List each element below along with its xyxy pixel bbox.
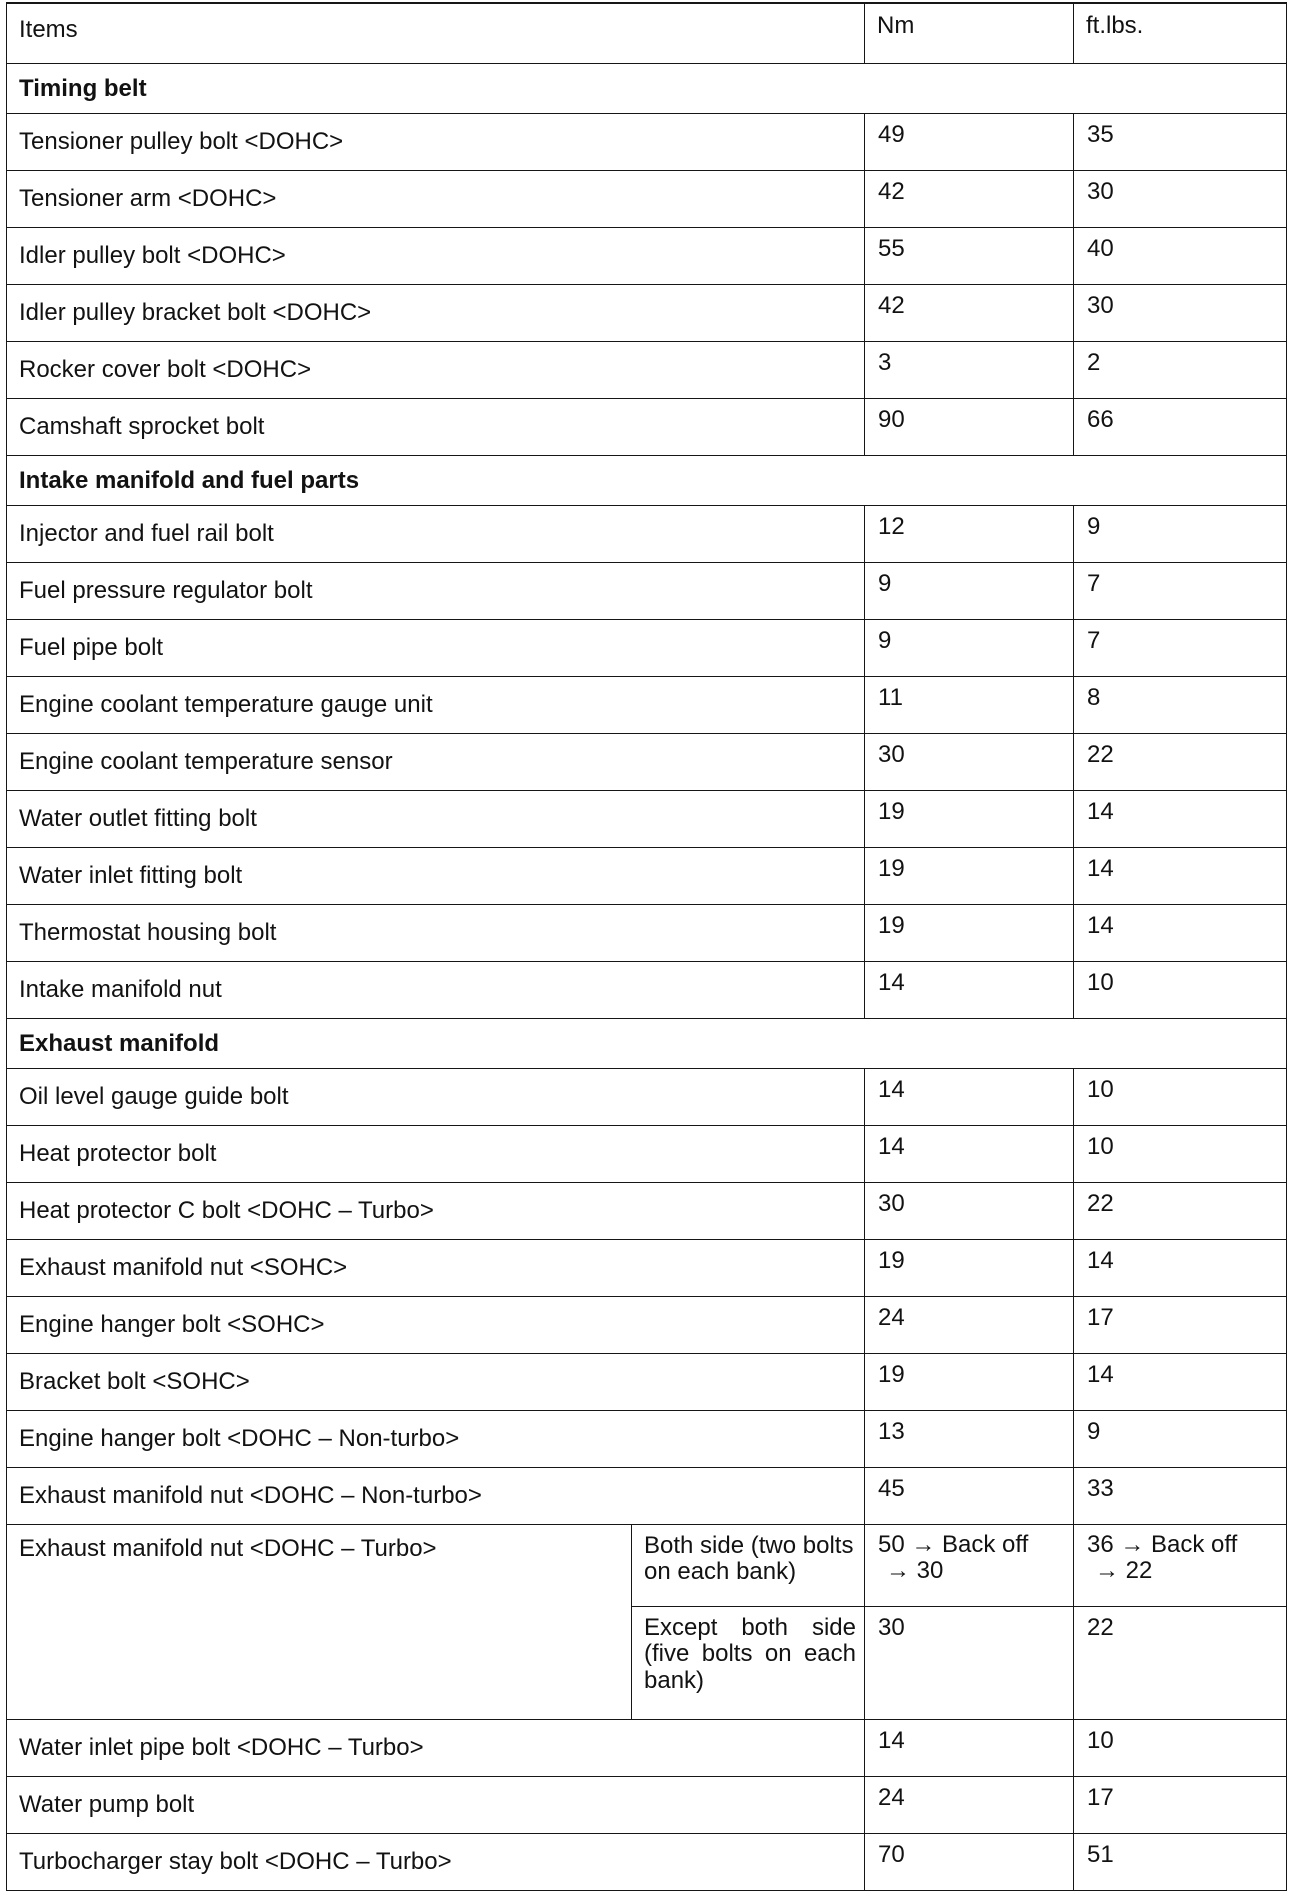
torque-ftlbs: 9 <box>1074 506 1287 563</box>
condition-cell: Except both side (five bolts on each bank) <box>632 1607 865 1720</box>
torque-nm: 9 <box>865 620 1074 677</box>
torque-nm: 13 <box>865 1411 1074 1468</box>
column-header-nm: Nm <box>865 3 1074 64</box>
torque-ftlbs: 2 <box>1074 342 1287 399</box>
torque-ftlbs: 30 <box>1074 171 1287 228</box>
section-header-row <box>7 64 1287 114</box>
table-row <box>7 114 1287 171</box>
table-row <box>7 1468 1287 1525</box>
section-title: Timing belt <box>7 64 1287 114</box>
item-name: Engine hanger bolt <DOHC – Non-turbo> <box>7 1411 865 1468</box>
section-header-row <box>7 456 1287 506</box>
torque-ftlbs: 7 <box>1074 563 1287 620</box>
torque-nm: 12 <box>865 506 1074 563</box>
torque-ftlbs: 51 <box>1074 1834 1287 1891</box>
item-name: Water outlet fitting bolt <box>7 791 865 848</box>
torque-nm: 14 <box>865 1126 1074 1183</box>
item-name: Tensioner arm <DOHC> <box>7 171 865 228</box>
item-name: Engine coolant temperature gauge unit <box>7 677 865 734</box>
torque-ftlbs: 14 <box>1074 848 1287 905</box>
table-row <box>7 905 1287 962</box>
torque-nm: 49 <box>865 114 1074 171</box>
item-name: Intake manifold nut <box>7 962 865 1019</box>
torque-nm-line: 50 → Back off <box>878 1531 1029 1558</box>
torque-nm: 19 <box>865 791 1074 848</box>
torque-ftlbs: 22 <box>1074 734 1287 791</box>
item-name: Water pump bolt <box>7 1777 865 1834</box>
table-row <box>7 1777 1287 1834</box>
table-row <box>7 1834 1287 1891</box>
torque-spec-table <box>6 2 1287 1891</box>
table-row <box>7 1069 1287 1126</box>
table-row <box>7 563 1287 620</box>
table-row <box>7 1411 1287 1468</box>
torque-nm: 14 <box>865 962 1074 1019</box>
item-name: Heat protector bolt <box>7 1126 865 1183</box>
table-row <box>7 1720 1287 1777</box>
section-header-row <box>7 1019 1287 1069</box>
item-name: Engine coolant temperature sensor <box>7 734 865 791</box>
torque-ftlbs: 7 <box>1074 620 1287 677</box>
item-name: Exhaust manifold nut <SOHC> <box>7 1240 865 1297</box>
table-row <box>7 171 1287 228</box>
torque-ftlbs: 22 <box>1074 1607 1287 1720</box>
section-title: Intake manifold and fuel parts <box>7 456 1287 506</box>
table-row <box>7 1126 1287 1183</box>
torque-ftlbs: 14 <box>1074 905 1287 962</box>
torque-nm: 30 <box>865 1607 1074 1720</box>
torque-ftlbs <box>1074 1525 1287 1607</box>
torque-ftlbs-line: → 22 <box>1095 1557 1153 1585</box>
item-name: Idler pulley bolt <DOHC> <box>7 228 865 285</box>
torque-nm <box>865 1525 1074 1607</box>
item-name: Water inlet fitting bolt <box>7 848 865 905</box>
table-row <box>7 734 1287 791</box>
torque-ftlbs: 14 <box>1074 1240 1287 1297</box>
item-name: Thermostat housing bolt <box>7 905 865 962</box>
torque-nm: 70 <box>865 1834 1074 1891</box>
item-name: Rocker cover bolt <DOHC> <box>7 342 865 399</box>
item-name: Exhaust manifold nut <DOHC – Non-turbo> <box>7 1468 865 1525</box>
section-title: Exhaust manifold <box>7 1019 1287 1069</box>
item-name: Tensioner pulley bolt <DOHC> <box>7 114 865 171</box>
torque-ftlbs: 14 <box>1074 1354 1287 1411</box>
item-name: Fuel pressure regulator bolt <box>7 563 865 620</box>
item-name: Bracket bolt <SOHC> <box>7 1354 865 1411</box>
item-name: Turbocharger stay bolt <DOHC – Turbo> <box>7 1834 865 1891</box>
torque-nm-line: → 30 <box>886 1557 944 1585</box>
torque-nm: 42 <box>865 171 1074 228</box>
torque-nm: 30 <box>865 1183 1074 1240</box>
item-name: Camshaft sprocket bolt <box>7 399 865 456</box>
torque-nm: 90 <box>865 399 1074 456</box>
torque-ftlbs: 66 <box>1074 399 1287 456</box>
torque-ftlbs: 9 <box>1074 1411 1287 1468</box>
column-header-ftlbs: ft.lbs. <box>1074 3 1287 64</box>
torque-nm: 30 <box>865 734 1074 791</box>
torque-nm: 19 <box>865 1354 1074 1411</box>
torque-ftlbs: 33 <box>1074 1468 1287 1525</box>
item-name: Oil level gauge guide bolt <box>7 1069 865 1126</box>
condition-cell: Both side (two bolts on each bank) <box>632 1525 865 1607</box>
table-row <box>7 1354 1287 1411</box>
torque-nm: 9 <box>865 563 1074 620</box>
torque-ftlbs: 10 <box>1074 1069 1287 1126</box>
torque-nm: 24 <box>865 1297 1074 1354</box>
table-row <box>7 1183 1287 1240</box>
table-row <box>7 1240 1287 1297</box>
torque-nm: 55 <box>865 228 1074 285</box>
item-name: Injector and fuel rail bolt <box>7 506 865 563</box>
item-name: Fuel pipe bolt <box>7 620 865 677</box>
item-name: Engine hanger bolt <SOHC> <box>7 1297 865 1354</box>
torque-nm: 19 <box>865 848 1074 905</box>
torque-nm: 11 <box>865 677 1074 734</box>
table-row <box>7 962 1287 1019</box>
torque-nm: 19 <box>865 905 1074 962</box>
torque-nm: 45 <box>865 1468 1074 1525</box>
table-row <box>7 506 1287 563</box>
item-name: Water inlet pipe bolt <DOHC – Turbo> <box>7 1720 865 1777</box>
torque-ftlbs: 10 <box>1074 1126 1287 1183</box>
torque-nm: 24 <box>865 1777 1074 1834</box>
torque-ftlbs: 10 <box>1074 1720 1287 1777</box>
torque-ftlbs: 17 <box>1074 1297 1287 1354</box>
torque-nm: 3 <box>865 342 1074 399</box>
table-row <box>7 620 1287 677</box>
table-row <box>7 285 1287 342</box>
item-name: Idler pulley bracket bolt <DOHC> <box>7 285 865 342</box>
torque-ftlbs: 10 <box>1074 962 1287 1019</box>
column-header-items: Items <box>7 3 865 64</box>
torque-nm: 14 <box>865 1720 1074 1777</box>
torque-ftlbs: 17 <box>1074 1777 1287 1834</box>
torque-ftlbs: 8 <box>1074 677 1287 734</box>
table-row <box>7 677 1287 734</box>
torque-nm: 14 <box>865 1069 1074 1126</box>
column-header-row <box>7 3 1287 64</box>
table-row <box>7 1525 1287 1607</box>
table-row <box>7 228 1287 285</box>
torque-ftlbs: 14 <box>1074 791 1287 848</box>
torque-ftlbs: 35 <box>1074 114 1287 171</box>
torque-ftlbs-line: 36 → Back off <box>1087 1531 1238 1558</box>
item-name: Heat protector C bolt <DOHC – Turbo> <box>7 1183 865 1240</box>
torque-nm: 19 <box>865 1240 1074 1297</box>
torque-nm: 42 <box>865 285 1074 342</box>
torque-ftlbs: 30 <box>1074 285 1287 342</box>
table-row <box>7 1297 1287 1354</box>
table-row <box>7 848 1287 905</box>
table-row <box>7 342 1287 399</box>
table-row <box>7 791 1287 848</box>
torque-ftlbs: 22 <box>1074 1183 1287 1240</box>
torque-ftlbs: 40 <box>1074 228 1287 285</box>
item-name: Exhaust manifold nut <DOHC – Turbo> <box>7 1525 632 1720</box>
table-row <box>7 399 1287 456</box>
